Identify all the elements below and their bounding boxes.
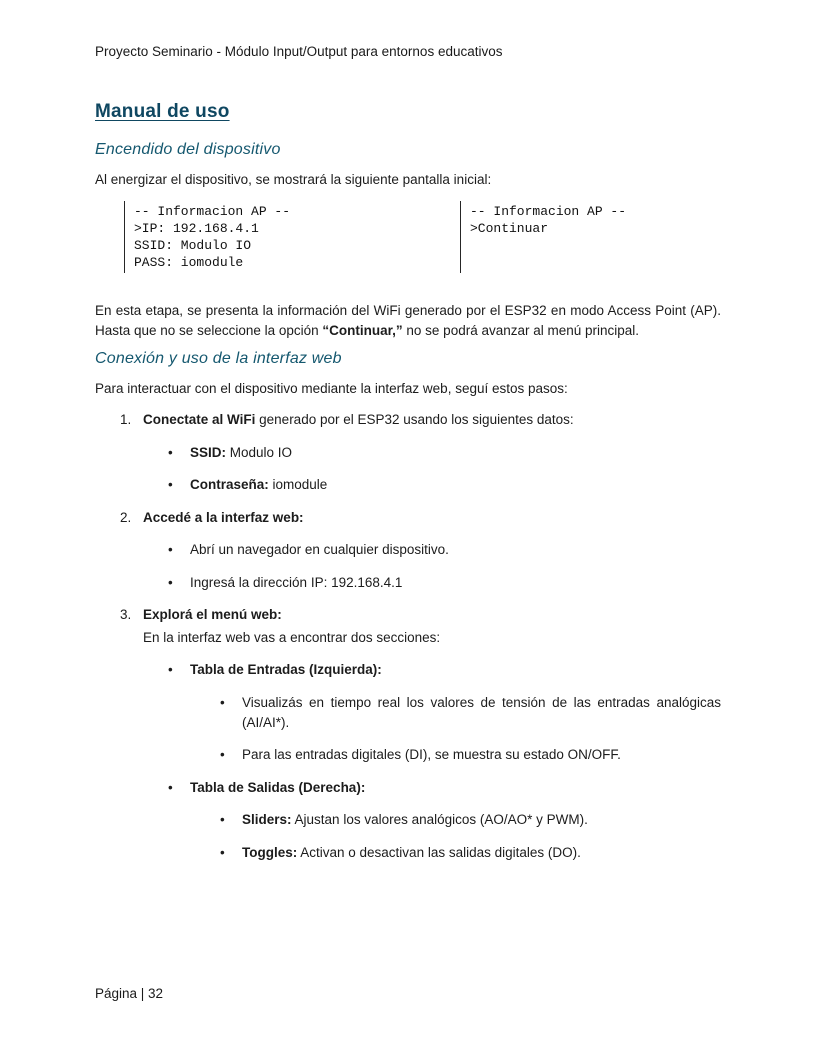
list-item-text bbox=[143, 605, 721, 647]
list-item-browser bbox=[95, 540, 721, 560]
list-item-text bbox=[190, 475, 721, 495]
console-line: PASS: iomodule bbox=[134, 254, 244, 270]
list-item-text: Ingresá la dirección IP: 192.168.4.1 bbox=[190, 574, 403, 590]
list-item-tabla-entradas bbox=[95, 660, 721, 680]
document-header: Proyecto Seminario - Módulo Input/Output para entornos educativos bbox=[95, 44, 503, 59]
list-item-text bbox=[143, 410, 721, 430]
list-item-text bbox=[143, 508, 721, 528]
list-item-rest: Modulo IO bbox=[226, 444, 293, 460]
console-screen-right bbox=[460, 201, 626, 273]
list-item-text: Visualizás en tiempo real los valores de tensión de las entradas analógicas (AI/AI*). bbox=[242, 695, 721, 730]
bullet-icon: • bbox=[220, 747, 225, 763]
list-item-bold: Conectate al WiFi bbox=[143, 411, 256, 427]
console-display-block bbox=[124, 201, 721, 273]
list-item-bold: SSID: bbox=[190, 444, 227, 460]
list-item-digitales bbox=[95, 745, 721, 765]
paragraph-text: no se podrá avanzar al menú principal. bbox=[402, 323, 640, 339]
list-item-bold: Accedé a la interfaz web: bbox=[143, 509, 304, 525]
list-item-toggles bbox=[95, 843, 721, 863]
list-item-step-1 bbox=[95, 410, 721, 430]
bullet-icon: • bbox=[220, 695, 225, 711]
list-number: 1. bbox=[120, 411, 132, 427]
page-number-footer: Página | 32 bbox=[95, 986, 164, 1001]
list-item-rest: generado por el ESP32 usando los siguientes datos: bbox=[255, 411, 574, 427]
bullet-icon: • bbox=[220, 844, 225, 860]
list-item-tabla-salidas bbox=[95, 778, 721, 798]
steps-list bbox=[95, 410, 721, 862]
list-item-bold: Sliders: bbox=[242, 812, 292, 828]
bullet-icon: • bbox=[220, 812, 225, 828]
list-item-text: Para las entradas digitales (DI), se muestra su estado ON/OFF. bbox=[242, 747, 621, 763]
list-item-password bbox=[95, 475, 721, 495]
list-item-bold: Tabla de Entradas (Izquierda): bbox=[190, 662, 382, 678]
console-line: -- Informacion AP -- bbox=[134, 203, 291, 219]
list-item-step-2 bbox=[95, 508, 721, 528]
list-item-bold: Explorá el menú web: bbox=[143, 607, 282, 623]
list-item-rest: Ajustan los valores analógicos (AO/AO* y PWM). bbox=[291, 812, 588, 828]
console-line: -- Informacion AP -- bbox=[470, 203, 627, 219]
list-item-text bbox=[242, 810, 721, 830]
bullet-icon: • bbox=[168, 662, 173, 678]
paragraph-bold-continuar: “Continuar,” bbox=[322, 323, 403, 339]
console-line: SSID: Modulo IO bbox=[134, 237, 252, 253]
list-item-rest: Activan o desactivan las salidas digitales (DO). bbox=[297, 844, 581, 860]
list-number: 3. bbox=[120, 607, 132, 623]
console-line: >Continuar bbox=[470, 220, 549, 236]
page-title: Manual de uso bbox=[95, 101, 230, 122]
bullet-icon: • bbox=[168, 542, 173, 558]
bullet-icon: • bbox=[168, 779, 173, 795]
bullet-icon: • bbox=[168, 477, 173, 493]
list-item-text: Abrí un navegador en cualquier dispositivo. bbox=[190, 542, 449, 558]
list-item-bold: Contraseña: bbox=[190, 477, 269, 493]
section-heading-encendido: Encendido del dispositivo bbox=[95, 141, 281, 158]
list-number: 2. bbox=[120, 509, 132, 525]
section-heading-conexion: Conexión y uso de la interfaz web bbox=[95, 350, 342, 368]
list-item-subtext: En la interfaz web vas a encontrar dos secciones: bbox=[143, 629, 441, 645]
list-item-rest: iomodule bbox=[268, 477, 328, 493]
list-item-sliders bbox=[95, 810, 721, 830]
list-item-text bbox=[190, 660, 721, 680]
intro-encendido: Al energizar el dispositivo, se mostrará la siguiente pantalla inicial: bbox=[95, 172, 492, 187]
list-item-bold: Tabla de Salidas (Derecha): bbox=[190, 779, 366, 795]
intro-conexion: Para interactuar con el dispositivo mediante la interfaz web, seguí estos pasos: bbox=[95, 381, 568, 397]
list-item-text bbox=[190, 443, 721, 463]
console-line: >IP: 192.168.4.1 bbox=[134, 220, 259, 236]
list-item-bold: Toggles: bbox=[242, 844, 298, 860]
list-item-text bbox=[190, 778, 721, 798]
paragraph-text: En esta etapa, se presenta la información del WiFi generado por el ESP32 en modo Access Point (AP). Hasta que no se seleccione la opción bbox=[95, 302, 721, 339]
list-item-step-3 bbox=[95, 605, 721, 647]
paragraph-ap-info bbox=[95, 301, 721, 343]
bullet-icon: • bbox=[168, 574, 173, 590]
list-item-ip bbox=[95, 573, 721, 593]
console-screen-left bbox=[124, 201, 460, 273]
list-item-visualizas bbox=[95, 693, 721, 732]
bullet-icon: • bbox=[168, 444, 173, 460]
list-item-text bbox=[242, 843, 721, 863]
list-item-ssid bbox=[95, 443, 721, 463]
